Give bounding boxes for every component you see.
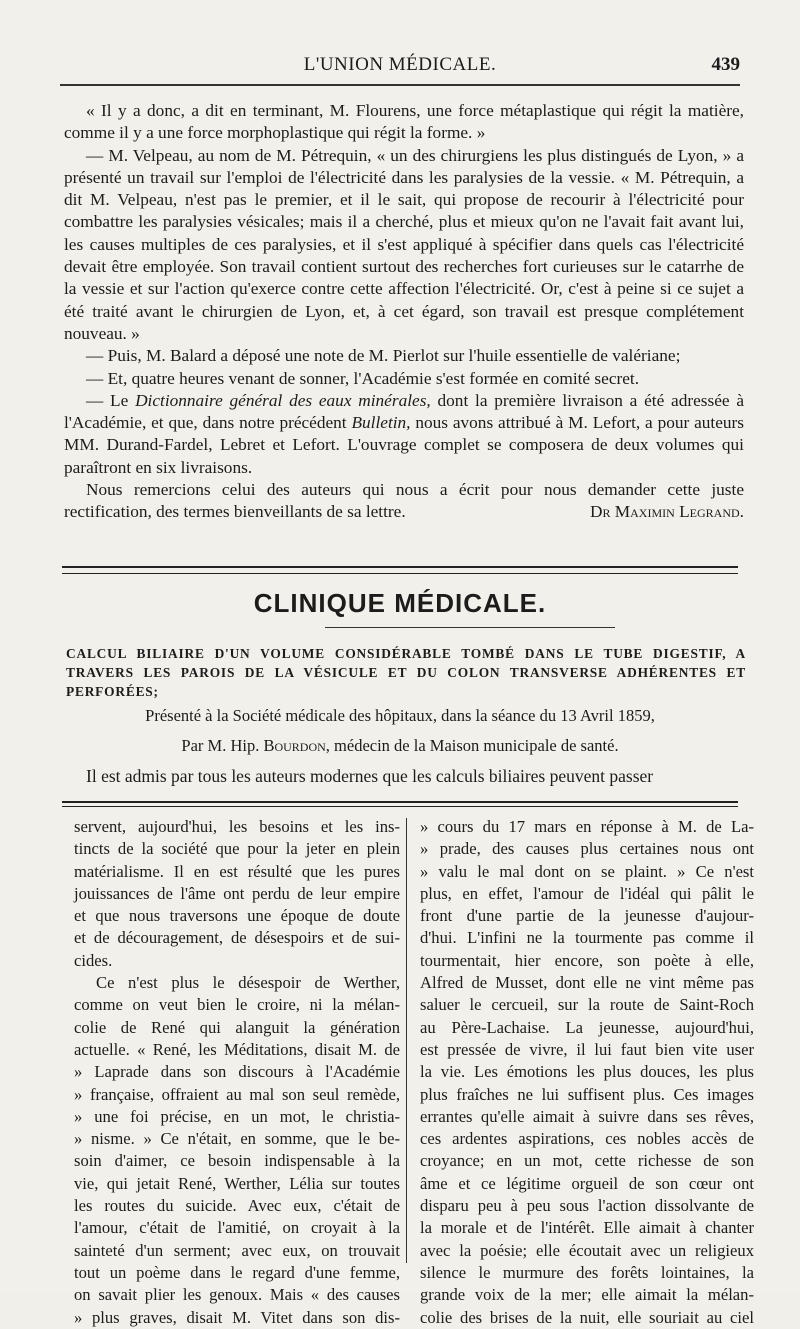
author-suffix: , médecin de la Maison municipale de santé.	[325, 736, 619, 755]
dictionnaire-title: Dictionnaire général des eaux minérales,	[135, 390, 431, 410]
paragraph-remerciements	[64, 479, 744, 524]
right-line: Alfred de Musset, dont elle ne vint même pas	[420, 973, 754, 993]
page-number: 439	[711, 54, 740, 75]
paragraph-balard: — Puis, M. Balard a déposé une note de M. Pierlot sur l'huile essentielle de valériane;	[86, 346, 681, 366]
right-line: au Père-Lachaise. La jeunesse, aujourd'hui,	[420, 1017, 754, 1037]
header-rule	[60, 84, 740, 86]
left-line: vie, qui jetait René, Werther, Lélia sur toutes	[74, 1173, 400, 1193]
left-line: et que nous traversons une époque de doute	[74, 906, 400, 926]
running-title: L'UNION MÉDICALE.	[303, 54, 497, 75]
presented-line: Présenté à la Société médicale des hôpitaux, dans la séance du 13 Avril 1859,	[145, 706, 655, 725]
remerciements-text: Nous remercions celui des auteurs qui nous a écrit pour nous demander cette juste rectification, des termes bienveillants de sa lettre.	[64, 480, 744, 522]
left-line: » française, offraient au mal son seul remède,	[74, 1084, 400, 1104]
left-line: » Laprade dans son discours à l'Académie	[74, 1062, 400, 1082]
dictionnaire-text-c: nous avons attribué à M. Lefort, a pour auteurs MM. Durand-Fardel, Lebret et Lefort. L'ouvrage complet se composera de deux volumes qui paraîtront en six livraisons.	[64, 413, 745, 477]
right-line: âme et ce légitime orgueil de son cœur ont	[420, 1173, 754, 1193]
left-line: jouissances de l'âme ont perdu de leur empire	[74, 883, 400, 903]
left-line: tout un poème dans le regard d'une femme,	[74, 1262, 400, 1282]
title-underline	[325, 627, 615, 628]
section-separator	[62, 566, 738, 574]
right-line: » cours du 17 mars en réponse à M. de La-	[420, 817, 754, 836]
article-opening-line: Il est admis par tous les auteurs modernes que les calculs biliaires peuvent passer	[86, 766, 654, 786]
right-line: la morale et de l'intérêt. Elle aimait à chanter	[420, 1218, 754, 1238]
right-line: d'hui. L'infini ne la tourmente pas comme il	[420, 928, 754, 948]
right-line: tourmentait, hier encore, son poète à elle,	[420, 950, 754, 970]
feuilleton-separator	[62, 801, 738, 807]
left-line: » nisme. » Ce n'était, en somme, que le be-	[74, 1129, 400, 1149]
left-line: matérialisme. Il en est résulté que les pures	[74, 861, 400, 881]
left-line: les routes du suicide. Avec eux, c'était de	[74, 1196, 400, 1216]
left-line: » plus graves, disait M. Vitet dans son dis-	[74, 1307, 400, 1327]
page-header	[0, 52, 800, 82]
left-line: tincts de la société que pour la jeter en plein	[74, 839, 400, 859]
left-line: sainteté d'un serment; avec eux, on trouvait	[74, 1240, 400, 1260]
section-title: CLINIQUE MÉDICALE.	[253, 588, 547, 618]
right-line: errantes qu'elle aimait à suivre dans ses rêves,	[420, 1106, 754, 1126]
feuilleton-right-column	[420, 816, 754, 1329]
left-line: l'amour, c'était de l'amitié, on croyait à la	[74, 1218, 400, 1238]
column-divider	[406, 818, 407, 1263]
right-line: silence le murmure des forêts lointaines, la	[420, 1262, 754, 1282]
left-line: actuelle. « René, les Méditations, disait M. de	[74, 1039, 400, 1059]
article-subtitle: CALCUL BILIAIRE D'UN VOLUME CONSIDÉRABLE TOMBÉ DANS LE TUBE DIGESTIF, A TRAVERS LES PAROIS DE LA VÉSICULE ET DU COLON TRANSVERSE ADHÉRENTES ET PERFORÉES;	[66, 646, 746, 699]
author-line	[0, 736, 800, 756]
left-line: comme on veut bien le croire, ni la mélan-	[74, 995, 400, 1015]
left-line: on savait plier les genoux. Mais « des causes	[74, 1285, 400, 1305]
right-line: grande voix de la mer; elle aimait la mélan-	[420, 1285, 754, 1305]
paragraph-flourens: « Il y a donc, a dit en terminant, M. Flourens, une force métaplastique qui régit la matière, comme il y a une force morphoplastique qui régit la forme. »	[64, 101, 744, 143]
left-line: cides.	[74, 950, 113, 970]
right-line: » prade, des causes plus certaines nous ont	[420, 839, 754, 859]
author-name: Bourdon	[263, 736, 326, 755]
right-line: la vie. Les émotions les plus douces, les plus	[420, 1062, 754, 1082]
right-line: disparu peu à peu sous l'action dissolvante de	[420, 1196, 754, 1216]
right-line: plus fraîches ne lui suffisent plus. Ces images	[420, 1084, 754, 1104]
left-line: et de découragement, de désespoirs et de sui-	[74, 928, 400, 948]
feuilleton-left-column	[74, 816, 400, 1329]
right-line: » valu le mal dont on se plaint. » Ce n'est	[420, 861, 754, 881]
paragraph-velpeau: — M. Velpeau, au nom de M. Pétrequin, « un des chirurgiens les plus distingués de Lyon, » a présenté un travail sur l'emploi de l'électricité dans les paralysies de la vessie. « M. Pétrequin, a dit M. Velpeau, n'est pas le premier, et il le sait, qui propose de recourir à l'électricité pour combattre les paralysies vésicales; mais il a cherché, plus et mieux qu'on ne l'avait fait avant lui, les causes multiples de ces paralysies, et il s'est appliqué à spécifier dans quels cas l'électricité devait être employée. Son travail contient surtout des recherches fort curieuses sur le catarrhe de la vessie et sur l'action qu'exerce contre cette affection l'électricité. Or, c'est à peine si ce sujet a été traité avant le chirurgien de Lyon, et, à cet égard, son travail est presque complétement nouveau. »	[64, 145, 744, 343]
right-line: ces ardentes aspirations, ces nobles accès de	[420, 1129, 754, 1149]
dictionnaire-text-b: dont la première livraison a été adressée à l'Académie, et que, dans notre précédent	[64, 390, 745, 433]
author-prefix: Par M. Hip.	[181, 736, 264, 755]
left-line: soin d'aimer, ce besoin indispensable à la	[74, 1151, 400, 1171]
right-line: est pressée de vivre, il lui faut bien vite user	[420, 1039, 754, 1059]
right-line: avec la poésie; elle écoutait avec un religieux	[420, 1240, 754, 1260]
paragraph-dictionnaire	[64, 390, 744, 479]
right-line: plus, en effet, l'amour de l'idéal qui pâlit le	[420, 883, 754, 903]
left-line: colie de René qui alanguit la génération	[74, 1017, 400, 1037]
dictionnaire-text-a: — Le	[86, 390, 136, 410]
paragraph-comite-secret: — Et, quatre heures venant de sonner, l'Académie s'est formée en comité secret.	[86, 368, 640, 388]
left-line: » une foi précise, en un mot, le christia-	[74, 1106, 400, 1126]
right-line: colie des brises de la nuit, elle souriait au ciel	[420, 1307, 754, 1327]
right-line: croyance; en un mot, cette richesse de son	[420, 1151, 754, 1171]
right-line: front d'une partie de la jeunesse d'aujour-	[420, 906, 754, 926]
left-line: Ce n'est plus le désespoir de Werther,	[96, 973, 400, 993]
right-line: saluer le cercueil, sur la route de Saint-Roch	[420, 995, 754, 1015]
left-line: servent, aujourd'hui, les besoins et les ins-	[74, 817, 400, 836]
signature: Dr Maximin Legrand.	[589, 502, 744, 522]
bulletin-title: Bulletin,	[351, 413, 411, 433]
academy-report-text	[64, 100, 744, 524]
